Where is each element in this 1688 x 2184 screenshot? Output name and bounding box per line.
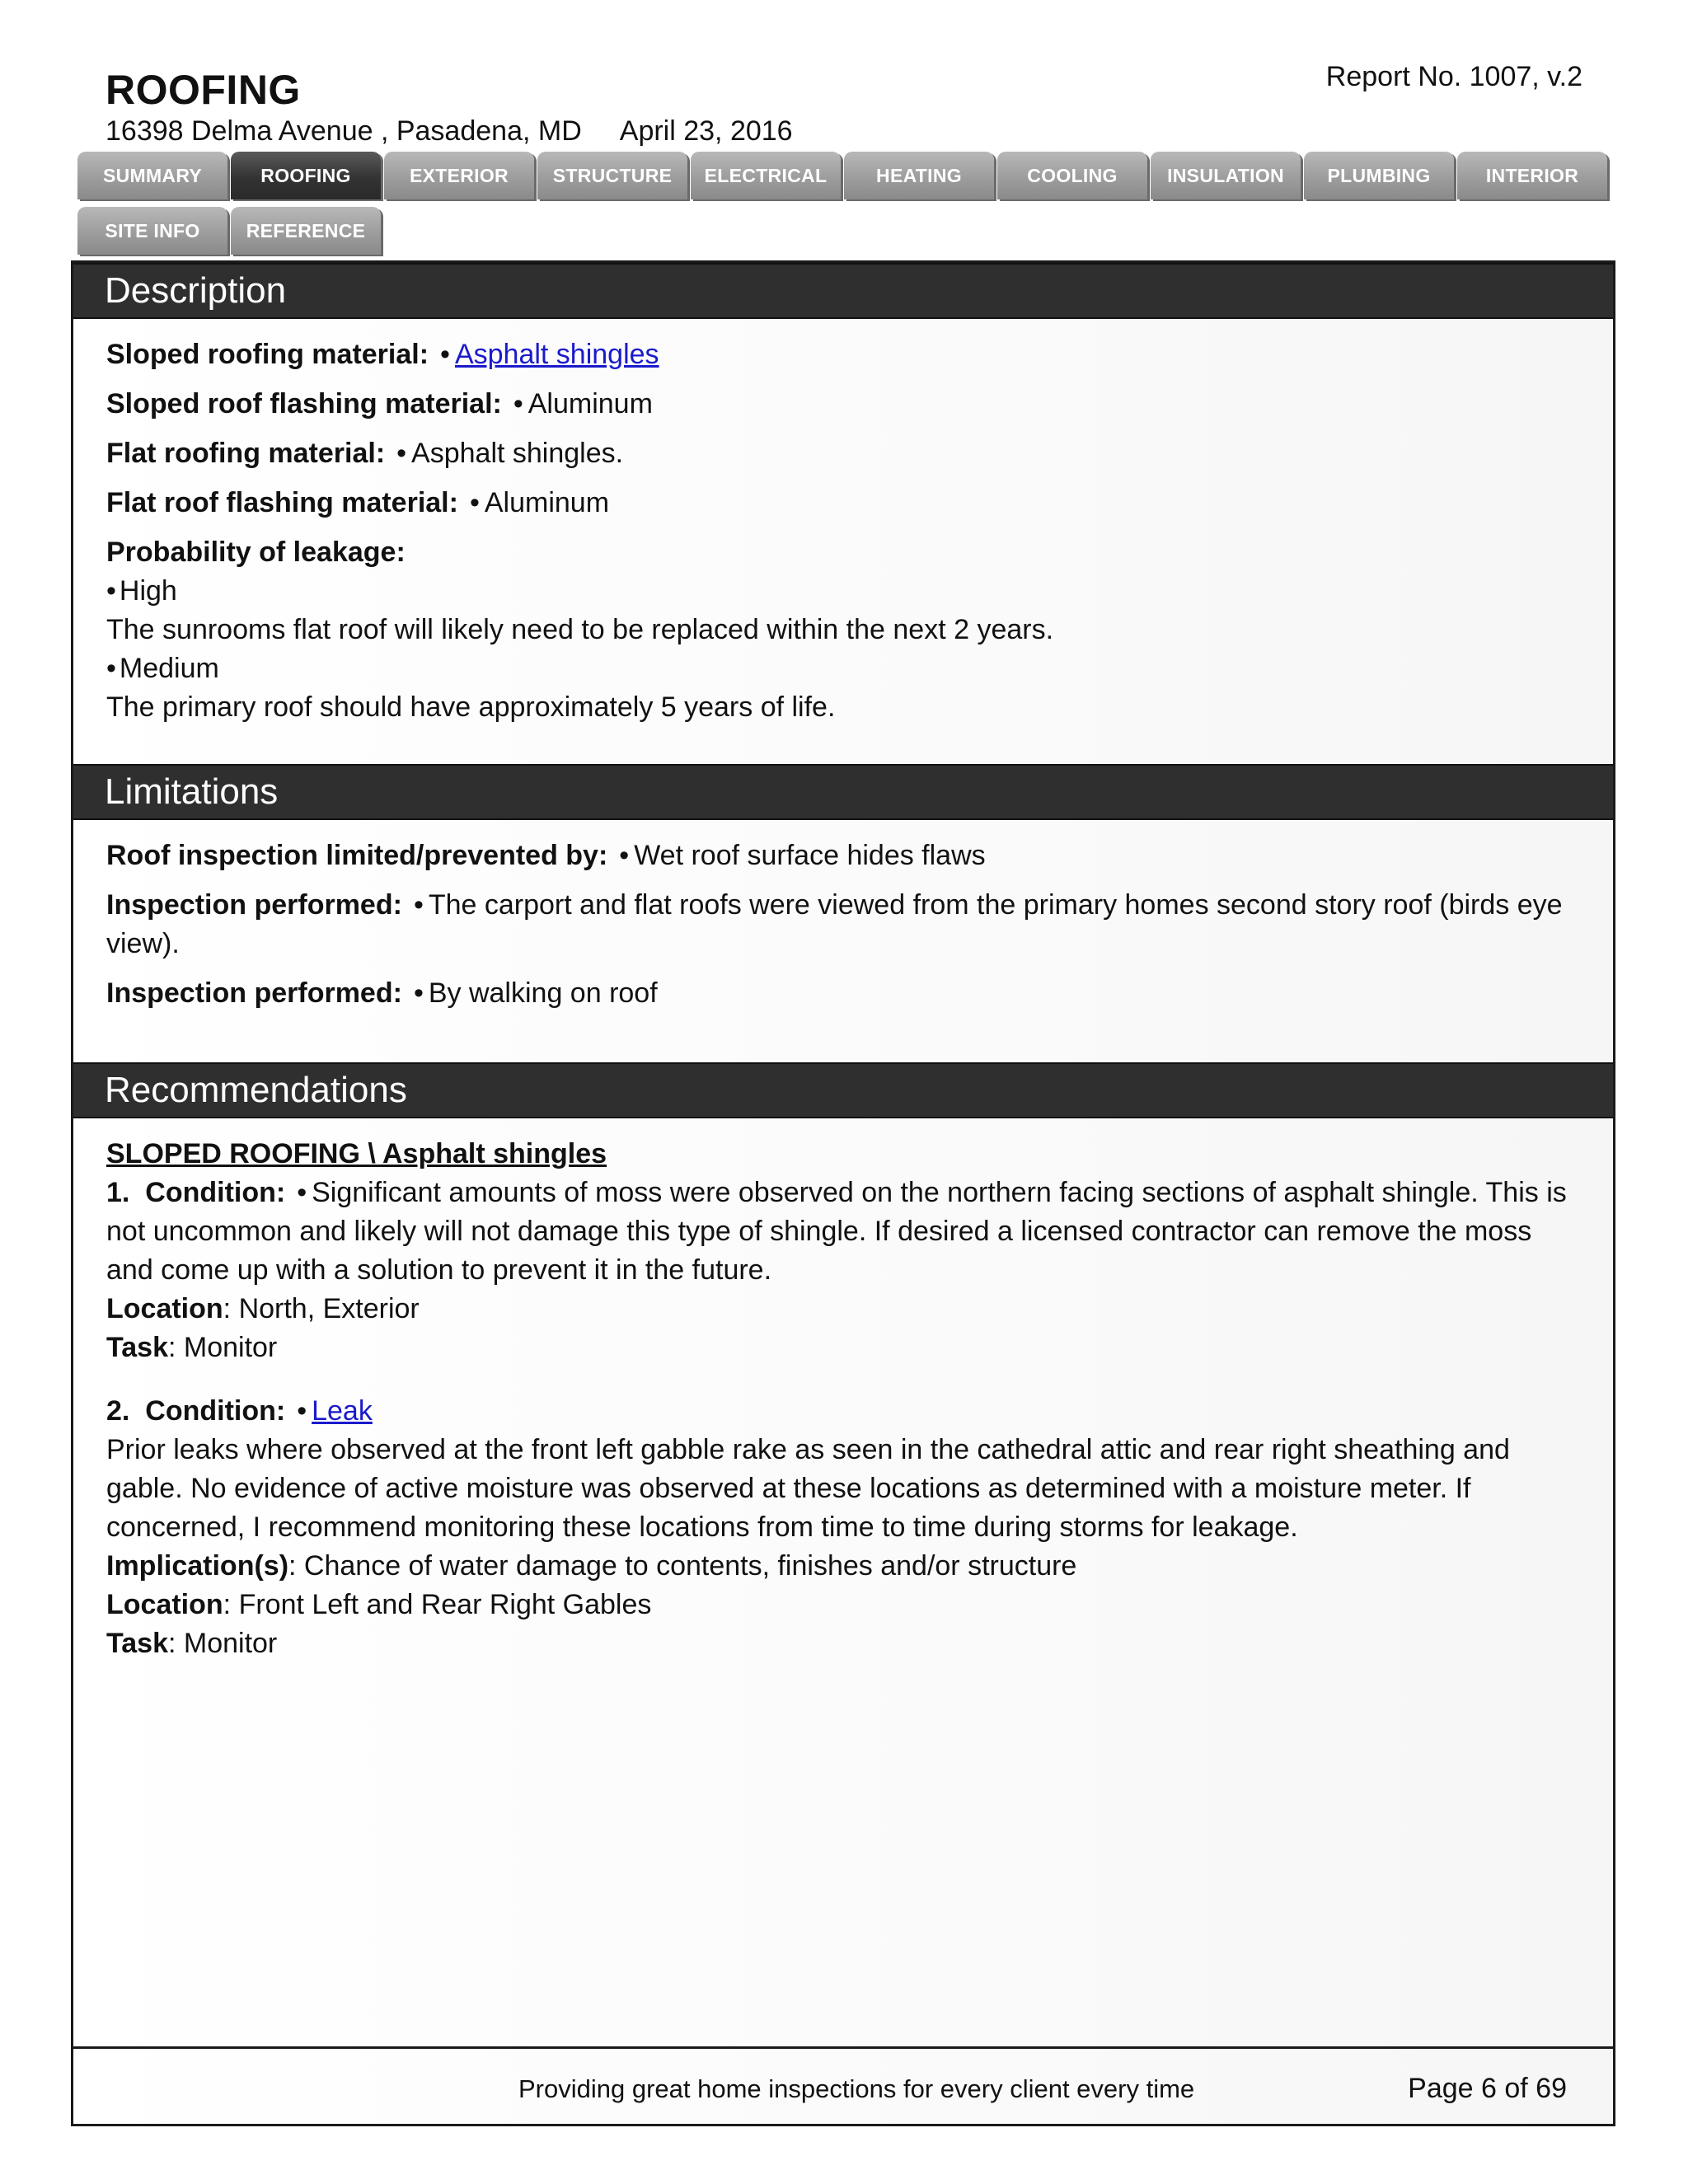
bullet-icon: • xyxy=(469,487,480,518)
sloped-flashing-value: Aluminum xyxy=(528,388,653,419)
category-heading: SLOPED ROOFING \ Asphalt shingles xyxy=(106,1138,607,1169)
performed-label-2: Inspection performed: xyxy=(106,977,402,1009)
tab-site-info[interactable]: SITE INFO xyxy=(77,207,227,255)
tab-plumbing[interactable]: PLUMBING xyxy=(1304,152,1454,199)
property-address: 16398 Delma Avenue , Pasadena, MD xyxy=(106,115,582,147)
tab-cooling[interactable]: COOLING xyxy=(997,152,1147,199)
leakage-medium-note: The primary roof should have approximately 5 years of life. xyxy=(106,691,836,723)
tab-reference[interactable]: REFERENCE xyxy=(231,207,381,255)
recommendation-item-1 xyxy=(106,1174,1580,1367)
item-2-location-value: : Front Left and Rear Right Gables xyxy=(223,1589,652,1620)
limited-by-row xyxy=(106,837,1580,875)
flat-flashing-label: Flat roof flashing material: xyxy=(106,487,458,518)
item-2-location-label: Location xyxy=(106,1589,223,1620)
bullet-icon: • xyxy=(440,339,450,370)
description-section xyxy=(106,335,1580,727)
limitations-heading: Limitations xyxy=(73,764,1613,820)
tab-structure[interactable]: STRUCTURE xyxy=(537,152,687,199)
flat-flashing-row xyxy=(106,484,1580,523)
performed-value-1: The carport and flat roofs were viewed from the primary homes second story roof (birds eye view). xyxy=(106,889,1563,959)
tab-bar-row-2 xyxy=(77,207,384,255)
item-2-implication-label: Implication(s) xyxy=(106,1550,289,1582)
item-2-location xyxy=(106,1586,1580,1624)
item-1-condition-text: Significant amounts of moss were observed on the northern facing sections of asphalt shingle. This is not uncommon and likely will not damage this type of shingle. If desired a licensed contractor can remove the moss and come up with a solution to prevent it in the future. xyxy=(106,1177,1567,1286)
bullet-icon: • xyxy=(106,653,116,684)
bullet-icon: • xyxy=(106,575,116,607)
report-content-frame xyxy=(71,260,1615,2126)
limited-by-label: Roof inspection limited/prevented by: xyxy=(106,840,608,871)
tab-heating[interactable]: HEATING xyxy=(844,152,994,199)
bullet-icon: • xyxy=(297,1177,307,1208)
footer-divider xyxy=(73,2046,1613,2049)
item-2-task xyxy=(106,1624,1580,1663)
bullet-icon: • xyxy=(396,438,407,469)
item-2-task-value: : Monitor xyxy=(167,1628,278,1659)
leakage-medium-value: Medium xyxy=(119,653,219,684)
leak-link[interactable]: Leak xyxy=(312,1395,373,1427)
tab-insulation[interactable]: INSULATION xyxy=(1151,152,1301,199)
performed-value-2: By walking on roof xyxy=(428,977,658,1009)
bullet-icon: • xyxy=(619,840,630,871)
bullet-icon: • xyxy=(513,388,523,419)
item-2-implication-value: : Chance of water damage to contents, finishes and/or structure xyxy=(288,1550,1077,1582)
tab-exterior[interactable]: EXTERIOR xyxy=(384,152,534,199)
performed-label-1: Inspection performed: xyxy=(106,889,402,921)
tab-electrical[interactable]: ELECTRICAL xyxy=(691,152,841,199)
recommendations-heading: Recommendations xyxy=(73,1062,1613,1118)
item-1-location-value: : North, Exterior xyxy=(223,1293,420,1324)
page-number: Page 6 of 69 xyxy=(1408,2073,1567,2104)
leakage-label: Probability of leakage: xyxy=(106,537,406,568)
tab-summary[interactable]: SUMMARY xyxy=(77,152,227,199)
flat-material-value: Asphalt shingles. xyxy=(411,438,624,469)
flat-material-row xyxy=(106,434,1580,473)
item-1-condition xyxy=(106,1174,1580,1290)
leakage-medium xyxy=(106,649,1580,688)
page-title: ROOFING xyxy=(106,67,301,113)
item-1-location xyxy=(106,1290,1580,1329)
item-1-location-label: Location xyxy=(106,1293,223,1324)
item-2-condition-label: Condition: xyxy=(145,1395,286,1427)
item-2-body: Prior leaks where observed at the front left gabble rake as seen in the cathedral attic and rear right sheathing and gable. No evidence of active moisture was observed at these locations as determined with a moisture meter. If concerned, I recommend monitoring these locations from time to time during storms for leakage. xyxy=(106,1434,1510,1543)
tab-roofing[interactable]: ROOFING xyxy=(231,152,381,199)
sloped-flashing-row xyxy=(106,385,1580,424)
report-number: Report No. 1007, v.2 xyxy=(1325,61,1582,92)
item-1-task-label: Task xyxy=(106,1332,168,1363)
inspection-date: April 23, 2016 xyxy=(619,115,793,147)
leakage-high-note: The sunrooms flat roof will likely need to be replaced within the next 2 years. xyxy=(106,614,1054,645)
item-1-task-value: : Monitor xyxy=(167,1332,278,1363)
item-1-task xyxy=(106,1329,1580,1367)
performed-row-2 xyxy=(106,974,1580,1013)
leakage-high xyxy=(106,572,1580,611)
item-2-condition xyxy=(106,1392,1580,1431)
description-heading: Description xyxy=(73,263,1613,319)
item-2-number: 2. xyxy=(106,1395,130,1427)
item-2-task-label: Task xyxy=(106,1628,168,1659)
limited-by-value: Wet roof surface hides flaws xyxy=(634,840,986,871)
limitations-section xyxy=(106,837,1580,1024)
flat-material-label: Flat roofing material: xyxy=(106,438,386,469)
item-1-number: 1. xyxy=(106,1177,130,1208)
recommendations-section xyxy=(106,1135,1580,1688)
footer-tagline: Providing great home inspections for every client every time xyxy=(518,2074,1195,2103)
tab-interior[interactable]: INTERIOR xyxy=(1457,152,1607,199)
item-1-condition-label: Condition: xyxy=(145,1177,286,1208)
asphalt-shingles-link[interactable]: Asphalt shingles xyxy=(454,339,659,370)
performed-row-1 xyxy=(106,886,1580,963)
leakage-high-value: High xyxy=(119,575,177,607)
bullet-icon: • xyxy=(297,1395,307,1427)
sloped-material-row xyxy=(106,335,1580,374)
sloped-flashing-label: Sloped roof flashing material: xyxy=(106,388,502,419)
sloped-material-label: Sloped roofing material: xyxy=(106,339,429,370)
bullet-icon: • xyxy=(413,977,424,1009)
tab-bar-row-1 xyxy=(77,152,1611,199)
bullet-icon: • xyxy=(413,889,424,921)
recommendation-item-2 xyxy=(106,1392,1580,1663)
address-line xyxy=(106,115,793,148)
flat-flashing-value: Aluminum xyxy=(484,487,610,518)
item-2-implication xyxy=(106,1547,1580,1586)
